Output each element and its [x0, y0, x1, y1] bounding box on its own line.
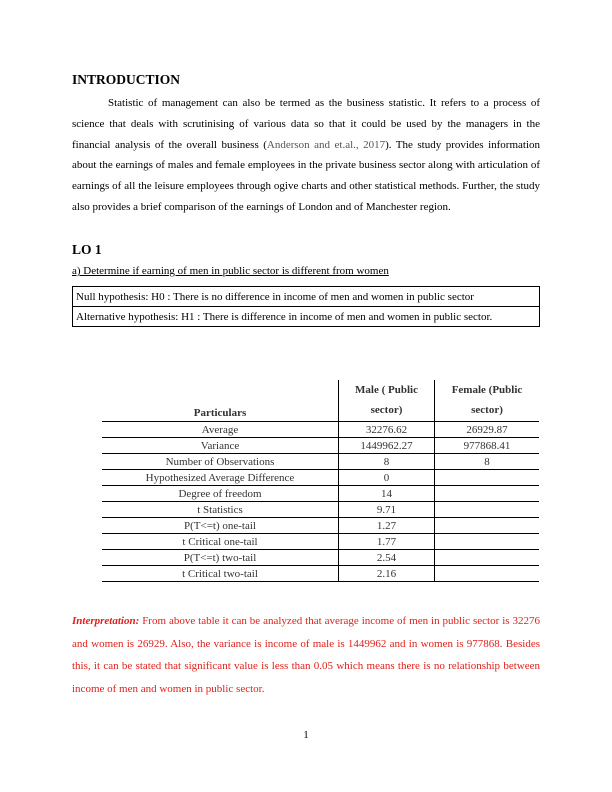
table-row — [73, 287, 540, 307]
table-row — [102, 470, 539, 486]
page-number: 1 — [303, 729, 309, 741]
row-label: Variance — [102, 438, 339, 454]
row-label: Average — [102, 422, 339, 438]
interpretation-text: From above table it can be analyzed that average income of men in public sector is 32276 and women is 26929. Also, the variance is income of male is 1449962 and in women is 977868. Besides this, it can be stated that significant value is less than 0.05 which means there is no relationship between income of men and women in public sector. — [72, 615, 540, 695]
particulars-header: Particulars — [102, 380, 339, 422]
citation: Anderson and et.al., 2017 — [266, 138, 386, 151]
male-value: 9.71 — [339, 502, 435, 518]
table-row — [102, 486, 539, 502]
female-header-line2: sector) — [471, 404, 503, 416]
male-value: 2.54 — [339, 550, 435, 566]
table-row — [102, 566, 539, 582]
male-header — [339, 380, 435, 422]
female-value — [435, 534, 540, 550]
row-label: Degree of freedom — [102, 486, 339, 502]
row-label: P(T<=t) one-tail — [102, 518, 339, 534]
male-header-line1: Male ( Public — [355, 384, 418, 396]
male-value: 8 — [339, 454, 435, 470]
row-label: Number of Observations — [102, 454, 339, 470]
female-header-line1: Female (Public — [451, 384, 523, 396]
male-value: 1449962.27 — [339, 438, 435, 454]
table-row — [73, 307, 540, 327]
table-row — [102, 502, 539, 518]
female-value — [435, 518, 540, 534]
row-label: P(T<=t) two-tail — [102, 550, 339, 566]
table-row — [102, 422, 539, 438]
male-value: 1.77 — [339, 534, 435, 550]
female-value — [435, 470, 540, 486]
female-value — [435, 550, 540, 566]
interpretation-label: Interpretation: — [72, 615, 140, 627]
row-label: t Critical one-tail — [102, 534, 339, 550]
null-hypothesis: Null hypothesis: H0 : There is no difference in income of men and women in public sector — [73, 287, 540, 307]
row-label: t Critical two-tail — [102, 566, 339, 582]
intro-text-end: ). The study provides information about the earnings of males and female employees in the private business sector along with articulation of earnings of all the leisure employees through ogive charts and other statistical methods. Further, the study also provides a brief comparison of the earnings of London and of Manchester region. — [72, 138, 540, 213]
table-row — [102, 454, 539, 470]
question-text: a) Determine if earning of men in public sector is different from women — [72, 265, 389, 277]
table-header-row — [102, 380, 539, 422]
hypothesis-table — [72, 286, 540, 327]
interpretation-paragraph — [72, 610, 540, 700]
table-row — [102, 550, 539, 566]
male-value: 14 — [339, 486, 435, 502]
t-test-table — [102, 380, 539, 582]
introduction-paragraph — [72, 93, 540, 218]
table-row — [102, 534, 539, 550]
introduction-heading: INTRODUCTION — [72, 72, 181, 87]
female-value: 977868.41 — [435, 438, 540, 454]
lo1-heading: LO 1 — [72, 242, 102, 257]
female-value: 8 — [435, 454, 540, 470]
male-value: 0 — [339, 470, 435, 486]
male-value: 2.16 — [339, 566, 435, 582]
female-header — [435, 380, 540, 422]
alternative-hypothesis: Alternative hypothesis: H1 : There is difference in income of men and women in public sector. — [73, 307, 540, 327]
table-row — [102, 438, 539, 454]
female-value — [435, 566, 540, 582]
female-value — [435, 502, 540, 518]
row-label: t Statistics — [102, 502, 339, 518]
table-row — [102, 518, 539, 534]
intro-text-start: Statistic of management can also be termed as the business statistic. It refers to a process of science that deals with scrutinising of various data so that it could be used by the managers in the financial analysis of the overall business ( — [72, 97, 540, 151]
male-value: 1.27 — [339, 518, 435, 534]
row-label: Hypothesized Average Difference — [102, 470, 339, 486]
female-value: 26929.87 — [435, 422, 540, 438]
male-value: 32276.62 — [339, 422, 435, 438]
male-header-line2: sector) — [370, 404, 403, 416]
female-value — [435, 486, 540, 502]
